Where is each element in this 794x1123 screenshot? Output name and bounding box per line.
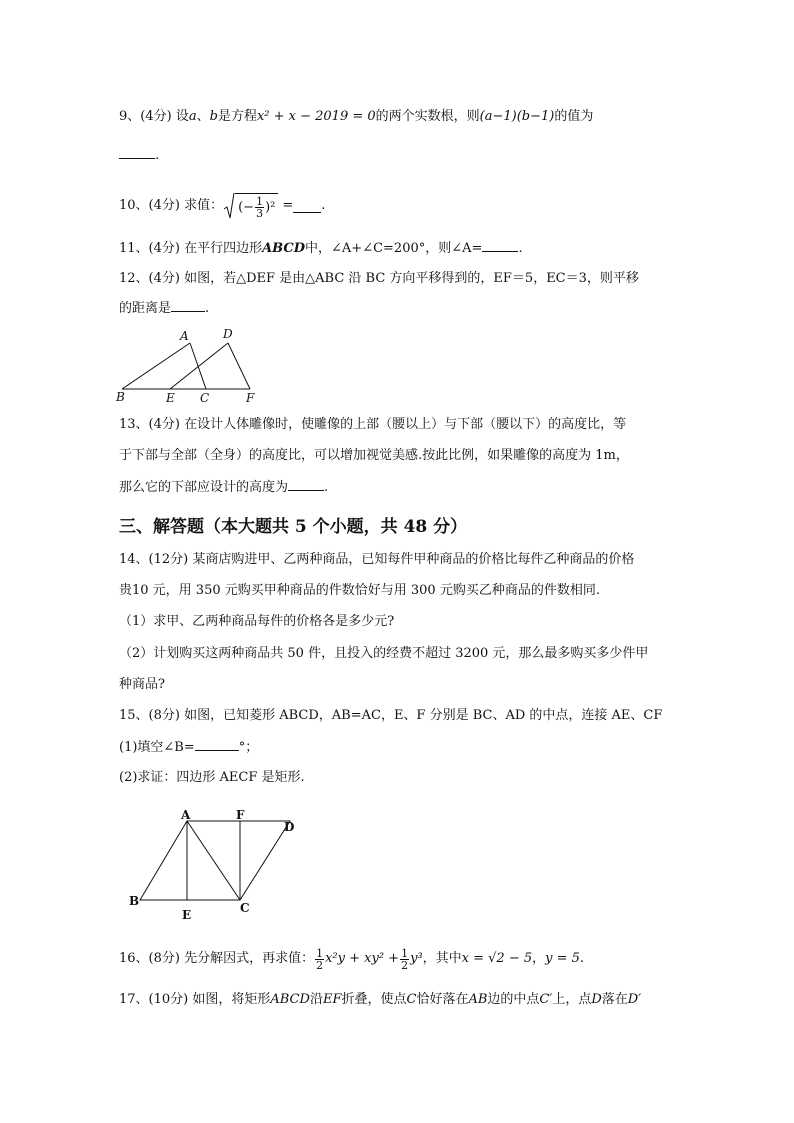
q17-mid4: 上，点	[552, 992, 592, 1007]
q12-label-c: C	[200, 391, 210, 403]
q12-side-ac	[190, 343, 206, 389]
q9-answer-blank[interactable]	[119, 146, 155, 159]
q11-answer-blank[interactable]	[482, 239, 518, 252]
q10-radicand-open: (−	[238, 199, 255, 215]
q15-label-c: C	[240, 901, 250, 915]
q10-radicand	[235, 193, 278, 219]
q10-fraction	[255, 196, 264, 219]
q17-fold: EF	[322, 992, 342, 1007]
q10-frac-num: 1	[256, 195, 264, 208]
q12-side-df	[228, 343, 250, 389]
q15-diagonal-ac	[187, 821, 240, 900]
q17-point-d: D	[591, 992, 602, 1007]
q16-y-value: y = 5	[545, 951, 580, 966]
question-15-part-2: (2)求证：四边形 AECF 是矩形.	[119, 770, 305, 785]
q12-label-a: A	[180, 329, 189, 343]
q10-sqrt	[223, 192, 278, 220]
q13-line3-prefix: 那么它的下部应设计的高度为	[119, 480, 289, 495]
question-13-line-1: 13、(4分) 在设计人体雕像时，使雕像的上部（腰以上）与下部（腰以下）的高度比，等	[119, 417, 627, 432]
q9-answer-line	[119, 146, 159, 165]
question-11	[119, 239, 523, 258]
q10-answer-blank[interactable]	[293, 200, 321, 213]
question-15-line-1: 15、(8分) 如图，已知菱形 ABCD，AB=AC，E、F 分别是 BC、AD 的中点，连接 AE、CF	[119, 708, 663, 723]
q9-end: .	[155, 148, 160, 163]
q15-label-f: F	[236, 808, 245, 822]
q16-prefix: 16、(8分) 先分解因式，再求值：	[119, 951, 315, 966]
q17-point-d-prime: D′	[627, 992, 642, 1007]
q12-label-b: B	[116, 390, 125, 403]
q16-sep: ，	[532, 951, 546, 966]
q15-answer-blank[interactable]	[195, 738, 239, 751]
q15-part1-suffix: °；	[238, 740, 259, 755]
question-12-line-2	[119, 299, 209, 318]
q15-part1-prefix: (1)填空∠B=	[119, 740, 195, 755]
q17-mid5: 落在	[601, 992, 628, 1007]
q10-eq: =	[282, 198, 294, 213]
q13-answer-blank[interactable]	[288, 478, 324, 491]
q16-term-1: x²y + xy² +	[325, 951, 400, 966]
q17-along: 沿	[309, 992, 323, 1007]
q12-end: .	[205, 301, 210, 316]
q16-half-2	[400, 948, 409, 971]
q16-half-2-num: 1	[401, 946, 409, 960]
q17-mid: 折叠，使点	[341, 992, 407, 1007]
q12-triangle-figure	[110, 325, 270, 403]
q17-point-c-prime: C′	[539, 992, 553, 1007]
q11-mid: 中，∠A+∠C=200°，则∠A=	[305, 241, 483, 256]
question-14-line-1: 14、(12分) 某商店购进甲、乙两种商品，已知每件甲种商品的价格比每件乙种商品的价格	[119, 552, 635, 567]
q15-label-e: E	[182, 908, 192, 922]
q15-rhombus-outline	[140, 821, 290, 900]
question-13-line-3	[119, 478, 328, 497]
q13-end: .	[324, 480, 329, 495]
q15-label-a: A	[181, 808, 191, 822]
q12-side-ba	[122, 343, 190, 389]
q9-var-b: b	[209, 109, 218, 124]
q12-label-f: F	[246, 391, 255, 403]
q11-name: ABCD	[262, 241, 306, 256]
q17-rect: ABCD	[270, 992, 310, 1007]
radical-sign-icon	[223, 192, 235, 220]
q12-label-d: D	[223, 327, 233, 341]
question-14-line-2: 贵10 元，用 350 元购买甲种商品的件数恰好与用 300 元购买乙种商品的件数相同.	[119, 583, 600, 598]
q9-mid: 是方程	[217, 109, 257, 124]
question-17	[119, 991, 641, 1009]
q11-end: .	[518, 241, 523, 256]
question-14-part-2-line-1: （2）计划购买这两种商品共 50 件，且投入的经费不超过 3200 元，那么最多购买多少件甲	[119, 646, 649, 661]
question-12-line-1: 12、(4分) 如图，若△DEF 是由△ABC 沿 BC 方向平移得到的，EF＝5，EC＝3，则平移	[119, 271, 639, 286]
q10-prefix: 10、(4分) 求值：	[119, 198, 224, 213]
q16-half-1-den: 2	[316, 958, 324, 972]
q10-end: .	[321, 198, 326, 213]
q16-half-1	[315, 948, 324, 971]
q12-line2-prefix: 的距离是	[119, 301, 172, 316]
question-14-part-2-line-2: 种商品?	[119, 677, 165, 692]
question-9	[119, 108, 593, 126]
q16-half-1-num: 1	[316, 946, 324, 960]
q16-x-value: x = √2 − 5	[461, 951, 533, 966]
q17-side: AB	[468, 992, 488, 1007]
q16-term-2: y³	[410, 951, 423, 966]
q11-prefix: 11、(4分) 在平行四边形	[119, 241, 263, 256]
q9-sep: 、	[196, 109, 210, 124]
q15-label-b: B	[129, 894, 140, 908]
q12-side-ed	[170, 343, 228, 389]
q9-equation: x² + x − 2019 = 0	[256, 109, 376, 124]
q9-suffix: 的值为	[554, 109, 594, 124]
q12-label-e: E	[166, 391, 175, 403]
q10-frac-den: 3	[256, 207, 264, 220]
question-10	[119, 192, 325, 220]
q9-prefix: 9、(4分) 设	[119, 109, 189, 124]
q12-answer-blank[interactable]	[171, 299, 205, 312]
q16-half-2-den: 2	[401, 958, 409, 972]
section-3-title: 三、解答题（本大题共 5 个小题，共 48 分）	[119, 517, 468, 537]
q10-radicand-close: )²	[265, 199, 276, 215]
q17-mid2: 恰好落在	[416, 992, 469, 1007]
q16-mid: ，其中	[422, 951, 462, 966]
q17-prefix: 17、(10分) 如图，将矩形	[119, 992, 271, 1007]
question-13-line-2: 于下部与全部（全身）的高度比，可以增加视觉美感.按此比例，如果雕像的高度为 1m，	[119, 448, 629, 463]
q17-point-c: C	[406, 992, 417, 1007]
q9-mid2: 的两个实数根，则	[375, 109, 480, 124]
question-14-part-1: （1）求甲、乙两种商品每件的价格各是多少元?	[119, 614, 395, 629]
q15-label-d: D	[284, 820, 295, 834]
question-15-part-1	[119, 738, 258, 757]
q15-rhombus-figure	[125, 805, 305, 923]
q9-expression: (a−1)(b−1)	[479, 109, 555, 124]
question-16	[119, 946, 584, 972]
q17-mid3: 边的中点	[487, 992, 540, 1007]
q16-end: .	[579, 951, 585, 966]
q9-var-a: a	[188, 109, 197, 124]
